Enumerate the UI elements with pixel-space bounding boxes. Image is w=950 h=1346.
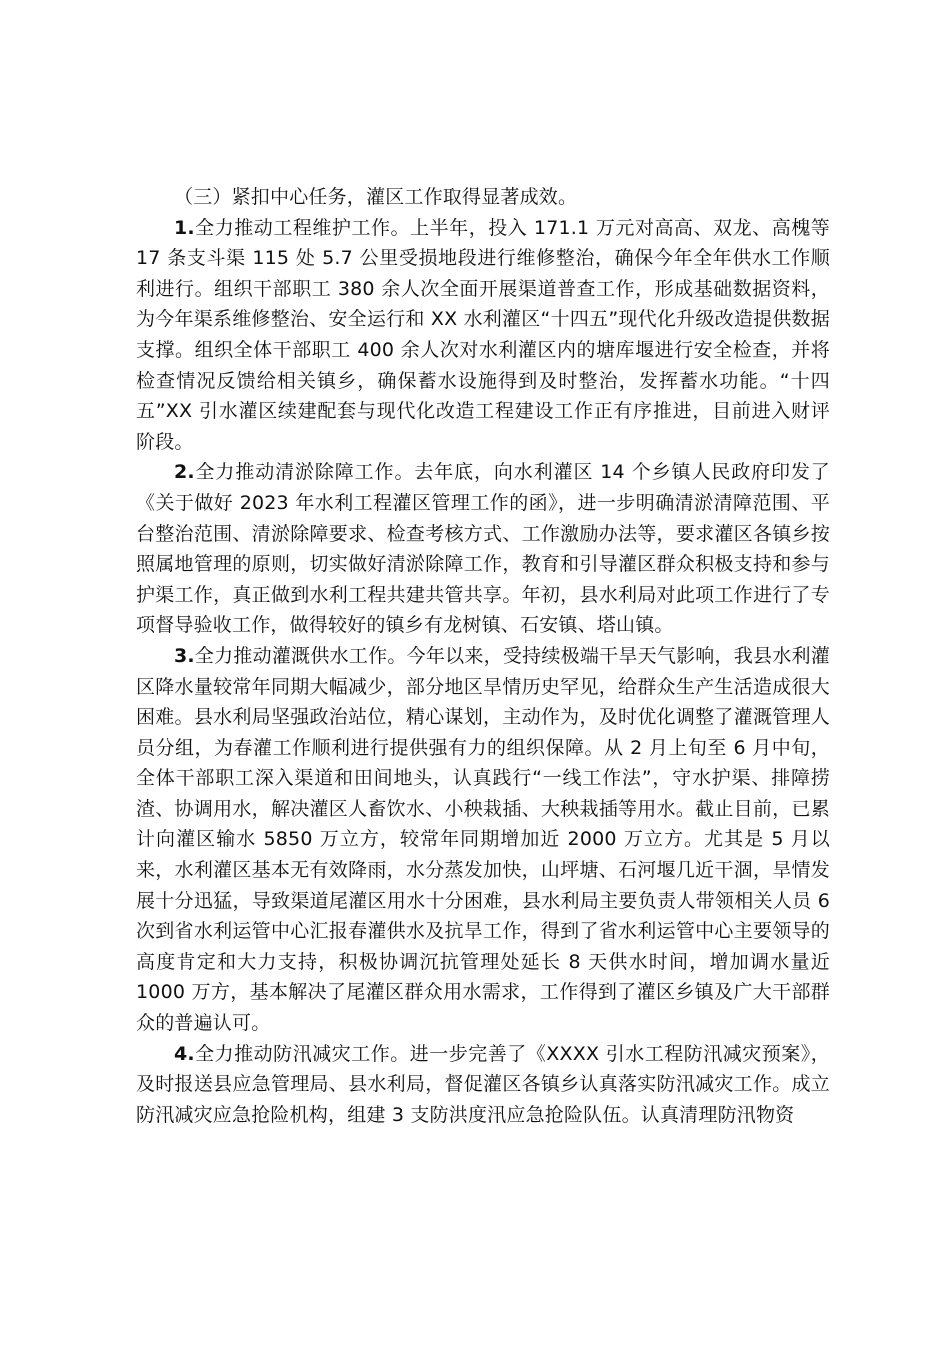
paragraph-number: 2. bbox=[174, 461, 195, 484]
paragraph-4 bbox=[136, 1039, 830, 1131]
paragraph-text: 全力推动清淤除障工作。去年底，向水利灌区 14 个乡镇人民政府印发了《关于做好 2023 年水利工程灌区管理工作的函》，进一步明确清淤清障范围、平台整治范围、清淤除障要求、检查考核方式、工作激励办法等，要求灌区各镇乡按照属地管理的原则，切实做好清淤除障工作，教育和引导灌区群众积极支持和参与护渠工作，真正做到水利工程共建共管共享。年初，县水利局对此项工作进行了专项督导验收工作，做得较好的镇乡有龙树镇、石安镇、塔山镇。 bbox=[136, 461, 830, 637]
document-page bbox=[136, 182, 830, 1130]
paragraph-number: 1. bbox=[174, 216, 195, 239]
paragraph-1 bbox=[136, 213, 830, 458]
paragraph-text: 全力推动灌溉供水工作。今年以来，受持续极端干旱天气影响，我县水利灌区降水量较常年同期大幅减少，部分地区旱情历史罕见，给群众生产生活造成很大困难。县水利局坚强政治站位，精心谋划，主动作为，及时优化调整了灌溉管理人员分组，为春灌工作顺利进行提供强有力的组织保障。从 2 月上旬至 6 月中旬，全体干部职工深入渠道和田间地头，认真践行“一线工作法”，守水护渠、排障捞渣、协调用水，解决灌区人畜饮水、小秧栽插、大秧栽插等用水。截止目前，已累计向灌区输水 5850 万立方，较常年同期增加近 2000 万立方。尤其是 5 月以来，水利灌区基本无有效降雨，水分蒸发加快，山坪塘、石河堰几近干涸，旱情发展十分迅猛，导致渠道尾灌区用水十分困难，县水利局主要负责人带领相关人员 6 次到省水利运管中心汇报春灌供水及抗旱工作，得到了省水利运管中心主要领导的高度肯定和大力支持，积极协调沉抗管理处延长 8 天供水时间，增加调水量近 1000 万方，基本解决了尾灌区群众用水需求，工作得到了灌区乡镇及广大干部群众的普遍认可。 bbox=[136, 644, 830, 1035]
paragraph-2 bbox=[136, 457, 830, 641]
paragraph-number: 3. bbox=[174, 644, 195, 667]
section-heading: （三）紧扣中心任务，灌区工作取得显著成效。 bbox=[174, 186, 578, 208]
paragraph-3 bbox=[136, 641, 830, 1039]
paragraph-number: 4. bbox=[174, 1042, 195, 1065]
paragraph-text: 全力推动防汛减灾工作。进一步完善了《XXXX 引水工程防汛减灾预案》，及时报送县应急管理局、县水利局，督促灌区各镇乡认真落实防汛减灾工作。成立防汛减灾应急抢险机构，组建 3 支防洪度汛应急抢险队伍。认真清理防汛物资 bbox=[136, 1042, 830, 1126]
paragraph-text: 全力推动工程维护工作。上半年，投入 171.1 万元对高高、双龙、高槐等 17 条支斗渠 115 处 5.7 公里受损地段进行维修整治，确保今年全年供水工作顺利进行。组织干部职工 380 余人次全面开展渠道普查工作，形成基础数据资料，为今年渠系维修整治、安全运行和 XX 水利灌区“十四五”现代化升级改造提供数据支撑。组织全体干部职工 400 余人次对水利灌区内的塘库堰进行安全检查，并将检查情况反馈给相关镇乡，确保蓄水设施得到及时整治，发挥蓄水功能。“十四五”XX 引水灌区续建配套与现代化改造工程建设工作正有序推进，目前进入财评阶段。 bbox=[136, 216, 830, 453]
